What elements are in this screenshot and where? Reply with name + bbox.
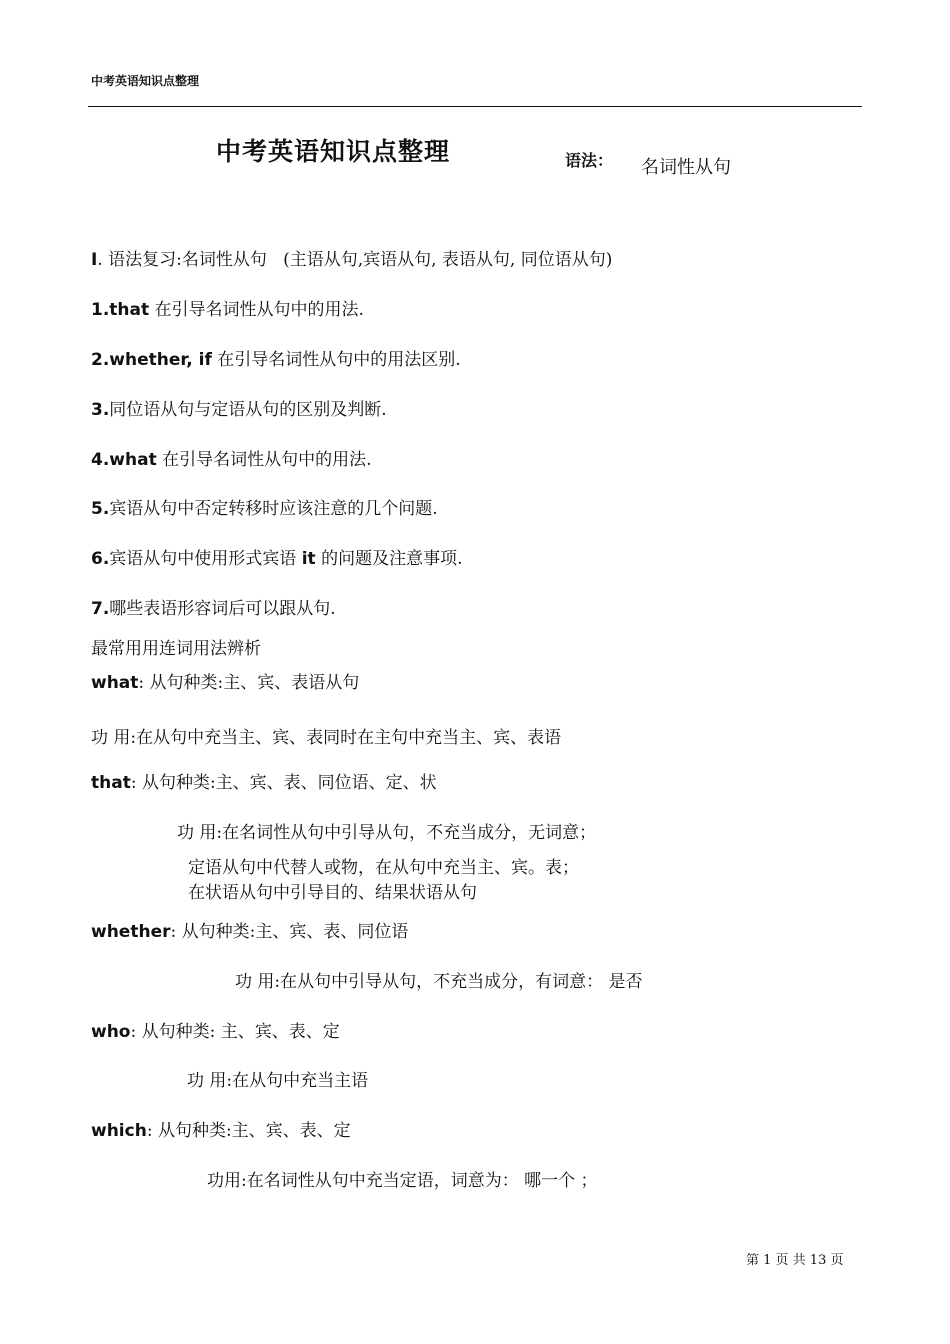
- conjunction-who-function: 功 用:在从句中充当主语: [187, 1071, 369, 1091]
- item-text: 在引导名词性从句中的用法.: [149, 300, 364, 320]
- subheading: 最常用用连词用法辨析: [91, 639, 261, 659]
- conjunction-type: : 从句种类:主、宾、表、定: [146, 1121, 351, 1141]
- conjunction-word: what: [91, 673, 139, 693]
- item-number: 7.: [91, 599, 110, 619]
- item-number: 1.: [91, 300, 110, 320]
- conjunction-which-function: 功用:在名词性从句中充当定语，词意为： 哪一个 ；: [207, 1171, 598, 1191]
- section-heading-paren: (主语从句,宾语从句, 表语从句, 同位语从句): [283, 250, 613, 270]
- conjunction-type: : 从句种类:主、宾、表、同位语: [170, 922, 409, 942]
- item-number: 4.: [91, 450, 110, 470]
- conjunction-word: who: [91, 1022, 131, 1042]
- conjunction-type: : 从句种类: 主、宾、表、定: [130, 1022, 340, 1042]
- item-text: 的问题及注意事项.: [315, 549, 463, 569]
- conjunction-that-function: 在状语从句中引导目的、结果状语从句: [188, 883, 477, 903]
- list-item: [91, 544, 462, 569]
- item-keyword: what: [109, 450, 157, 470]
- section-heading-number: I: [91, 250, 98, 270]
- conjunction-that-function: 功 用:在名词性从句中引导从句，不充当成分，无词意；: [177, 823, 597, 843]
- item-number: 5.: [91, 499, 110, 519]
- page-title: 中考英语知识点整理: [216, 137, 451, 166]
- list-item: [91, 445, 372, 470]
- conjunction-word: which: [91, 1121, 147, 1141]
- grammar-value: 名词性从句: [641, 157, 731, 178]
- item-text: 同位语从句与定语从句的区别及判断.: [109, 400, 387, 420]
- section-heading: [91, 245, 612, 270]
- item-keyword: that: [109, 300, 150, 320]
- grammar-label: 语法：: [565, 151, 614, 170]
- item-keyword: whether, if: [109, 350, 212, 370]
- conjunction-whether-type: [91, 917, 408, 942]
- item-text: 哪些表语形容词后可以跟从句.: [109, 599, 336, 619]
- conjunction-what-type: [91, 668, 359, 693]
- list-item: [91, 395, 387, 420]
- conjunction-word: whether: [91, 922, 171, 942]
- header-rule: [88, 106, 862, 107]
- list-item: [91, 494, 438, 519]
- item-number: 2.: [91, 350, 110, 370]
- running-header: 中考英语知识点整理: [91, 74, 200, 88]
- item-text: 宾语从句中否定转移时应该注意的几个问题.: [109, 499, 438, 519]
- conjunction-type: : 从句种类:主、宾、表语从句: [138, 673, 360, 693]
- item-keyword: it: [301, 549, 316, 569]
- conjunction-word: that: [91, 773, 131, 793]
- list-item: [91, 295, 364, 320]
- item-number: 3.: [91, 400, 110, 420]
- conjunction-which-type: [91, 1116, 351, 1141]
- conjunction-whether-function: 功 用:在从句中引导从句，不充当成分，有词意： 是否: [235, 972, 643, 992]
- item-text: 宾语从句中使用形式宾语: [109, 549, 302, 569]
- conjunction-that-type: [91, 768, 437, 793]
- section-heading-text: . 语法复习:名词性从句: [97, 250, 267, 270]
- item-text: 在引导名词性从句中的用法.: [156, 450, 372, 470]
- conjunction-who-type: [91, 1017, 340, 1042]
- item-text: 在引导名词性从句中的用法区别.: [211, 350, 461, 370]
- conjunction-type: : 从句种类:主、宾、表、同位语、定、状: [130, 773, 437, 793]
- conjunction-what-function: 功 用:在从句中充当主、宾、表同时在主句中充当主、宾、表语: [91, 728, 562, 748]
- item-number: 6.: [91, 549, 110, 569]
- list-item: [91, 345, 461, 370]
- page-number: 第 1 页 共 13 页: [746, 1253, 844, 1268]
- conjunction-that-function: 定语从句中代替人或物，在从句中充当主、宾。表；: [188, 858, 579, 878]
- list-item: [91, 594, 336, 619]
